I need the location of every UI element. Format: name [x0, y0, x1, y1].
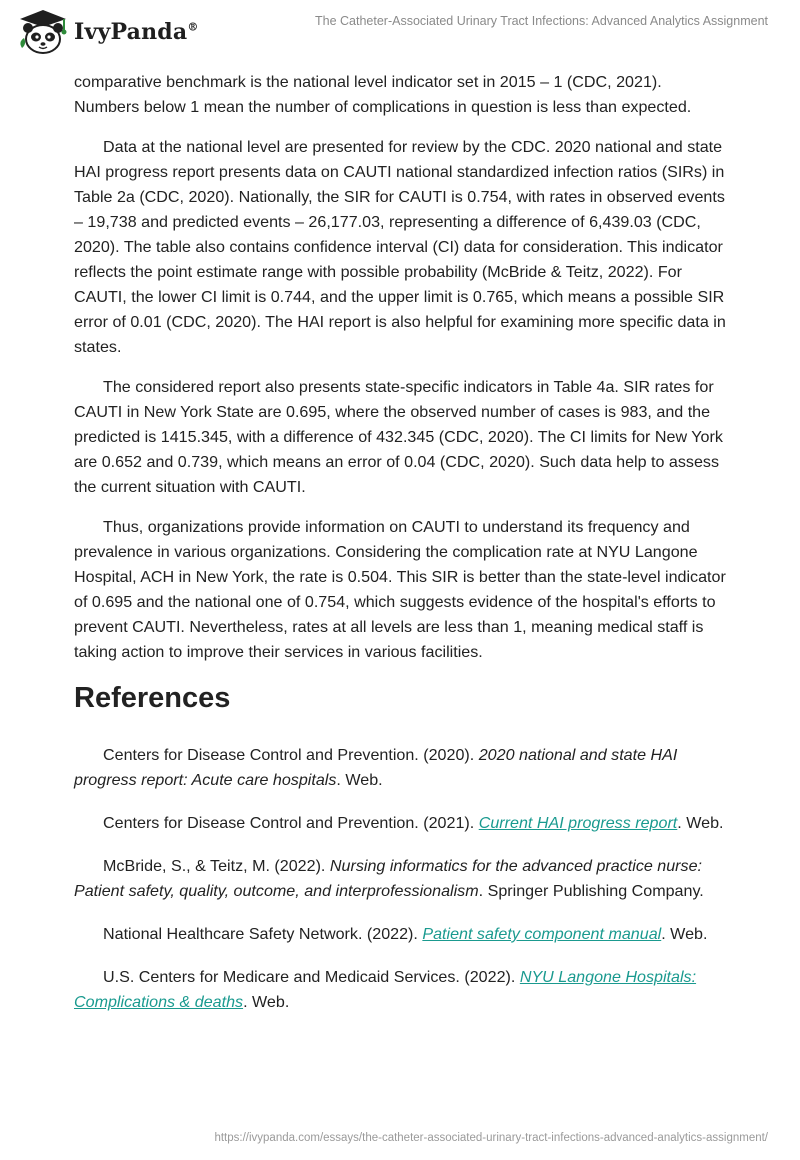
reference-title: 2020 national and state HAI progress report: Acute care hospitals [74, 746, 678, 789]
reference-item: U.S. Centers for Medicare and Medicaid Services. (2022). NYU Langone Hospitals: Complications & deaths. Web. [74, 968, 697, 1011]
reference-item: Centers for Disease Control and Prevention. (2020). 2020 national and state HAI progress report: Acute care hospitals. Web. [74, 746, 678, 789]
paragraph-conclusion: Thus, organizations provide information on CAUTI to understand its frequency and prevalence in various organizations. Considering the complication rate at NYU Langone Hospital, ACH in New York, the rate is 0.504. This SIR is better than the state-level indicator of 0.695 and the national one of 0.754, which suggests evidence of the hospital's efforts to prevent CAUTI. Nevertheless, rates at all levels are less than 1, meaning medical staff is taking action to improve their services in various facilities. [74, 518, 726, 661]
reference-link-current-hai-report[interactable]: Current HAI progress report [478, 814, 678, 832]
reference-item: McBride, S., & Teitz, M. (2022). Nursing informatics for the advanced practice nurse: Patient safety, quality, outcome, and interprofessionalism. Springer Publishing Company. [74, 857, 704, 900]
reference-link-patient-safety-manual[interactable]: Patient safety component manual [422, 925, 662, 943]
references-heading: References [74, 682, 231, 714]
page-header [0, 0, 800, 62]
paragraph-state-data: The considered report also presents state-specific indicators in Table 4a. SIR rates for CAUTI in New York State are 0.695, where the observed number of cases is 983, and the predicted is 1415.345, with a difference of 432.345 (CDC, 2020). The CI limits for New York are 0.652 and 0.739, which means an error of 0.04 (CDC, 2020). Such data help to assess the current situation with CAUTI. [74, 378, 723, 496]
paragraph-continued: comparative benchmark is the national level indicator set in 2015 – 1 (CDC, 2021). Numbers below 1 mean the number of complications in question is less than expected. [74, 73, 692, 116]
ivypanda-logo[interactable] [16, 8, 199, 56]
brand-name: IvyPanda® [74, 19, 199, 45]
footer-source-url[interactable]: https://ivypanda.com/essays/the-catheter-associated-urinary-tract-infections-advanced-analytics-assignment/ [214, 1132, 768, 1144]
panda-graduate-icon [16, 8, 70, 56]
reference-link-nyu-langone[interactable]: NYU Langone Hospitals: Complications & deaths [74, 968, 697, 1011]
reference-item: National Healthcare Safety Network. (2022). Patient safety component manual. Web. [103, 925, 708, 943]
essay-body [74, 70, 730, 1033]
document-title: The Catheter-Associated Urinary Tract Infections: Advanced Analytics Assignment [315, 14, 768, 28]
reference-title: Nursing informatics for the advanced practice nurse: Patient safety, quality, outcome, and interprofessionalism [74, 857, 703, 900]
paragraph-national-data: Data at the national level are presented for review by the CDC. 2020 national and state HAI progress report presents data on CAUTI national standardized infection ratios (SIRs) in Table 2a (CDC, 2020). Nationally, the SIR for CAUTI is 0.754, with rates in observed events – 19,738 and predicted events – 26,177.03, representing a difference of 6,439.03 (CDC, 2020). The table also contains confidence interval (CI) data for consideration. This indicator reflects the point estimate range with possible probability (McBride & Teitz, 2022). For CAUTI, the lower CI limit is 0.744, and the upper limit is 0.765, which means a possible SIR error of 0.01 (CDC, 2020). The HAI report is also helpful for examining more specific data in states. [74, 138, 726, 356]
reference-item: Centers for Disease Control and Prevention. (2021). Current HAI progress report. Web. [103, 814, 724, 832]
